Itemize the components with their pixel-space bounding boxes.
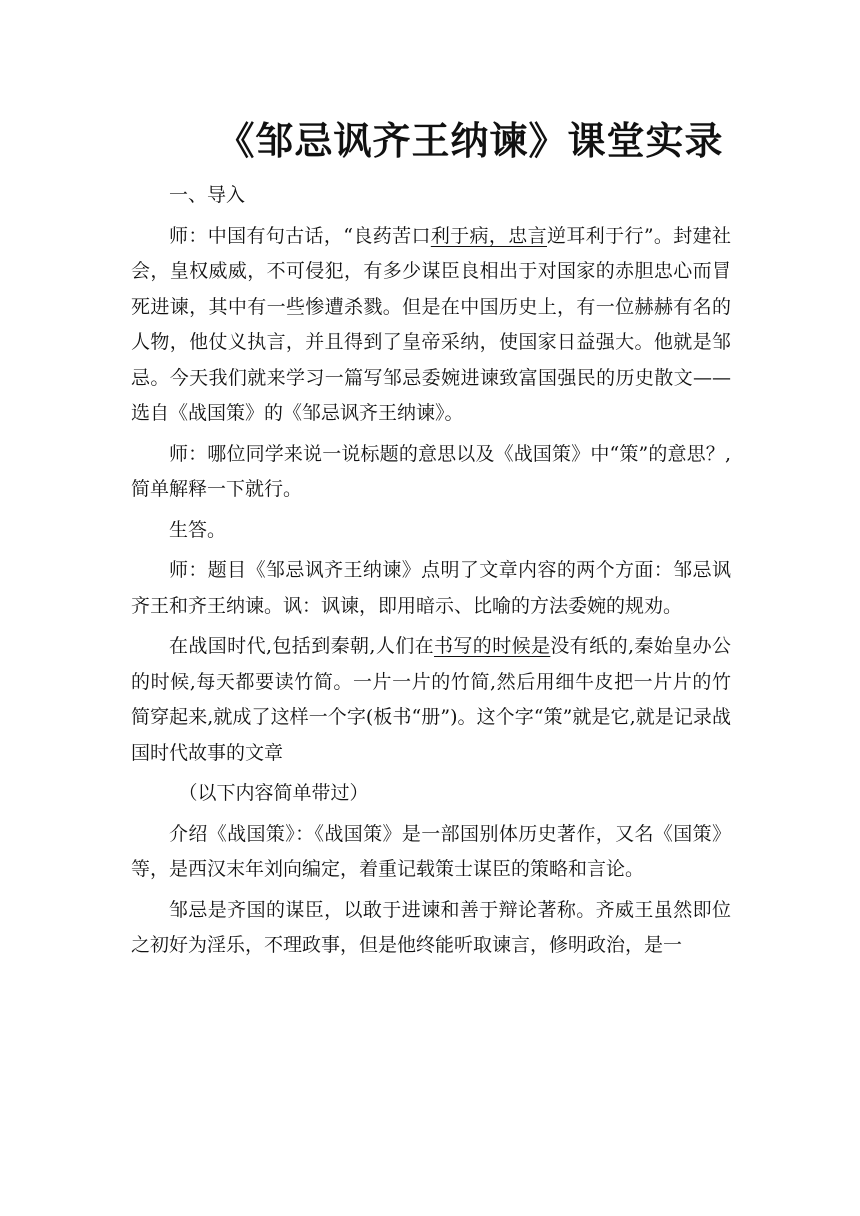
paragraph-bamboo-text-2: 没有纸的,秦始皇办公的时候,每天都要读竹简。一片一片的竹简,然后用细牛皮把一片片的竹简穿起来,就成了这样一个字(板书“册”)。这个字“策”就是它,就是记录战国时代故事的文章: [131, 635, 731, 764]
underlined-phrase: 利于病，忠言: [430, 224, 547, 247]
paragraph-intro-text-1: 师：中国有句古话，“良药苦口: [169, 224, 431, 247]
document-title: 《邹忌讽齐王纳谏》课堂实录: [216, 118, 724, 163]
paragraph-question: 师：哪位同学来说一说标题的意思以及《战国策》中“策”的意思？,简单解释一下就行。: [131, 442, 731, 500]
paragraph-title-explanation: 师：题目《邹忌讽齐王纳谏》点明了文章内容的两个方面：邹忌讽齐王和齐王纳谏。讽：讽谏，即用暗示、比喻的方法委婉的规劝。: [131, 559, 731, 617]
paragraph-zhanguoce-intro: 介绍《战国策》：《战国策》是一部国别体历史著作，又名《国策》等，是西汉末年刘向编定，着重记载策士谋臣的策略和言论。: [131, 822, 731, 880]
paragraph-intro: [131, 219, 731, 432]
paragraph-bamboo-slips: [131, 629, 731, 771]
paragraph-note: （以下内容简单带过）: [178, 782, 369, 804]
paragraph-zouji-intro: 邹忌是齐国的谋臣，以敢于进谏和善于辩论著称。齐威王虽然即位之初好为淫乐，不理政事，但是他终能听取谏言，修明政治，是一: [131, 898, 731, 956]
paragraph-bamboo-text-1: 在战国时代,包括到秦朝,人们在: [169, 635, 435, 657]
paragraph-student-answer: 生答。: [169, 518, 227, 541]
paragraph-intro-text-2: 逆耳利于行”。封建社会，皇权威威，不可侵犯，有多少谋臣良相出于对国家的赤胆忠心而冒死进谏，其中有一些惨遭杀戮。但是在中国历史上，有一位赫赫有名的人物，他仗义执言，并且得到了皇帝采纳，使国家日益强大。他就是邹忌。今天我们就来学习一篇写邹忌委婉进谏致富国强民的历史散文——选自《战国策》的《邹忌讽齐王纳谏》。: [131, 224, 731, 424]
section-heading: 一、导入: [169, 184, 246, 206]
underlined-phrase-writing: 书写的时候是: [434, 635, 551, 657]
document-body: [131, 178, 731, 969]
